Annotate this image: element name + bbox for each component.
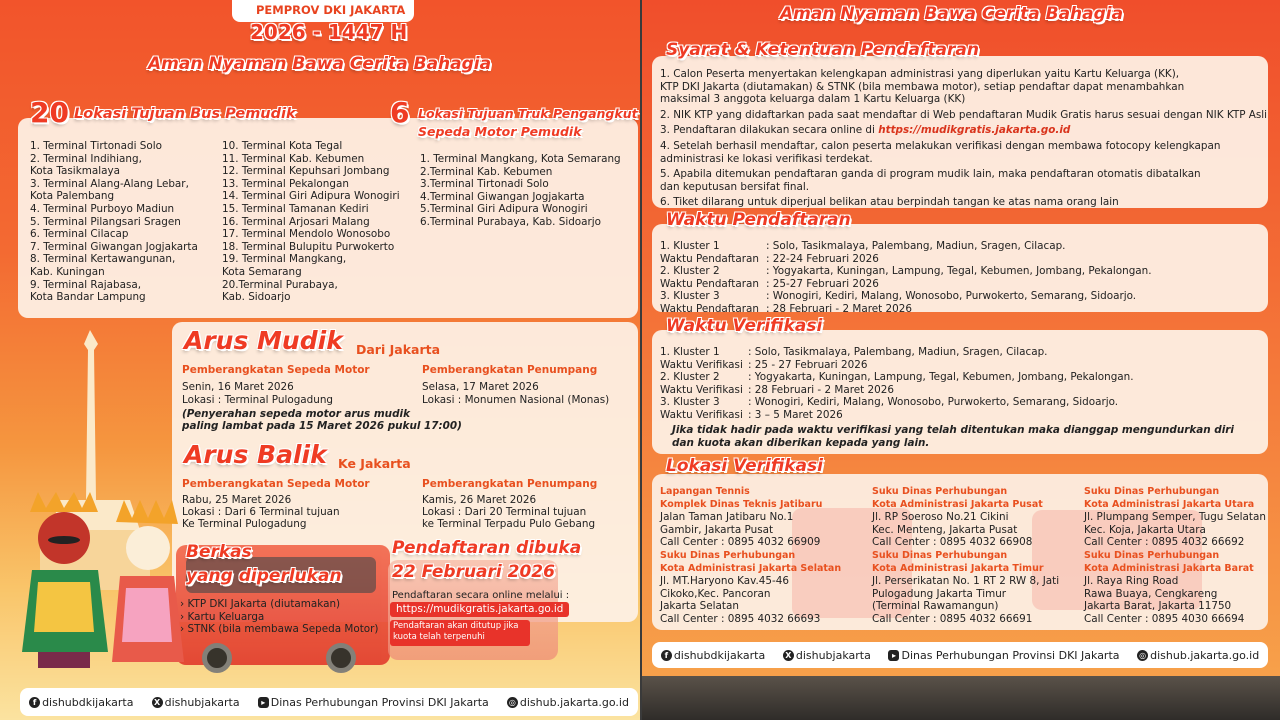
lokasi-title: Lokasi Verifikasi (666, 456, 823, 476)
bus-item: 19. Terminal Mangkang, (222, 253, 347, 266)
waktu-daftar-row: Waktu Pendaftaran : 28 Februari - 2 Maret 2026 (660, 302, 912, 315)
left-footer (20, 688, 638, 716)
balik-pass-loc-2: ke Terminal Terpadu Pulo Gebang (422, 518, 596, 530)
bus-item: Kab. Kuningan (30, 265, 105, 278)
bus-item: 9. Terminal Rajabasa, (30, 278, 142, 291)
bus-item: 18. Terminal Bulupitu Purwokerto (222, 240, 395, 253)
daftar-note-1: Pendaftaran akan ditutup jika (393, 621, 519, 631)
footer-social-yt[interactable]: ▸ Dinas Perhubungan Provinsi DKI Jakarta (258, 696, 489, 709)
bus-item: 13. Terminal Pekalongan (222, 177, 349, 190)
balik-pass-date: Kamis, 26 Maret 2026 (422, 494, 537, 506)
waktu-verif-row: Waktu Verifikasi : 3 – 5 Maret 2026 (660, 408, 843, 421)
berkas-item: › Kartu Keluarga (180, 610, 265, 623)
bus-item: 11. Terminal Kab. Kebumen (222, 152, 365, 165)
ondel-ondel-illustration (8, 492, 188, 672)
globe-icon: ◎ (1137, 650, 1148, 661)
bus-count: 20 (30, 96, 69, 129)
syarat-line: 4. Setelah berhasil mendaftar, calon peserta melakukan verifikasi dengan membawa fotocopy kelengkapan (660, 139, 1221, 152)
youtube-icon: ▸ (888, 650, 899, 661)
waktu-verif-row: 1. Kluster 1 : Solo, Tasikmalaya, Palembang, Madiun, Sragen, Cilacap. (660, 346, 1048, 358)
bus-item: Kab. Sidoarjo (222, 291, 291, 304)
truck-item: 5.Terminal Giri Adipura Wonogiri (420, 203, 588, 216)
right-bottom-strip (642, 676, 1280, 720)
syarat-line: 2. NIK KTP yang didaftarkan pada saat mendaftar di Web pendaftaran Mudik Gratis harus sesuai dengan NIK KTP Asli (660, 108, 1268, 121)
right-footer (652, 642, 1268, 668)
bus-item: 1. Terminal Tirtonadi Solo (30, 140, 162, 152)
mudik-suffix: Dari Jakarta (356, 342, 441, 357)
header-year: 2026 - 1447 H (250, 20, 408, 44)
bus-item: 12. Terminal Kepuhsari Jombang (222, 165, 390, 178)
balik-pass-head: Pemberangkatan Penumpang (422, 478, 598, 490)
truck-item: 6.Terminal Purabaya, Kab. Sidoarjo (420, 215, 602, 228)
truck-item: 1. Terminal Mangkang, Kota Semarang (420, 153, 621, 165)
waktu-verif-row: Waktu Verifikasi : 25 - 27 Februari 2026 (660, 358, 868, 371)
daftar-title-2: 22 Februari 2026 (392, 562, 555, 582)
truck-item: 4.Terminal Giwangan Jogjakarta (420, 190, 585, 203)
waktu-daftar-row: Waktu Pendaftaran : 22-24 Februari 2026 (660, 252, 879, 265)
mudik-motor-note-2: paling lambat pada 15 Maret 2026 pukul 17:00) (182, 420, 462, 432)
bus-item: Kota Semarang (222, 265, 302, 278)
berkas-title-1: Berkas (186, 542, 252, 562)
x-icon: X (783, 650, 794, 661)
bus-item: 7. Terminal Giwangan Jogjakarta (30, 240, 198, 253)
syarat-list (660, 68, 1267, 209)
bus-item: 5. Terminal Pilangsari Sragen (30, 215, 181, 228)
berkas-item: › STNK (bila membawa Sepeda Motor) (180, 623, 379, 636)
bus-item: 3. Terminal Alang-Alang Lebar, (30, 177, 189, 190)
bus-item: 16. Terminal Arjosari Malang (222, 215, 370, 228)
truck-list (420, 153, 621, 229)
balik-motor-loc: Lokasi : Dari 6 Terminal tujuan (182, 506, 340, 518)
bus-item: 20.Terminal Purabaya, (222, 278, 338, 291)
waktu-verif-note-1: Jika tidak hadir pada waktu verifikasi yang telah ditentukan maka dianggap mengundurkan diri (672, 424, 1234, 436)
waktu-verif-list (660, 346, 1260, 422)
truck-title-2: Sepeda Motor Pemudik (418, 124, 582, 139)
bus-title: Lokasi Tujuan Bus Pemudik (74, 106, 296, 122)
balik-motor-head: Pemberangkatan Sepeda Motor (182, 478, 370, 490)
bus-item: Kota Tasikmalaya (30, 165, 120, 178)
syarat-line: KTP DKI Jakarta (diutamakan) & STNK (bila membawa motor), setiap pendaftar dapat menambahkan (660, 80, 1185, 93)
lokasi-item: Suku Dinas Perhubungan Kota Administrasi Jakarta Utara Jl. Plumpang Semper, Tugu Selatan Kec. Koja, Jakarta Utara Call Center : 0895 4032 66692 (1084, 486, 1266, 549)
lokasi-item: Suku Dinas Perhubungan Kota Administrasi Jakarta Timur Jl. Perserikatan No. 1 RT 2 RW 8, Jati Pulogadung Jakarta Timur (Terminal Rawamangun) Call Center : 0895 4032 66691 (872, 550, 1060, 625)
lokasi-item: Suku Dinas Perhubungan Kota Administrasi Jakarta Pusat Jl. RP Soeroso No.21 Cikini Kec. Menteng, Jakarta Pusat Call Center : 0895 4032 66908 (872, 486, 1043, 549)
mudik-pass-head: Pemberangkatan Penumpang (422, 364, 598, 376)
syarat-line: 1. Calon Peserta menyertakan kelengkapan administrasi yang diperlukan yaitu Kartu Keluarga (KK), (660, 68, 1180, 80)
mudik-motor-date: Senin, 16 Maret 2026 (182, 381, 294, 393)
right-poster (642, 0, 1280, 680)
truck-title-1: Lokasi Tujuan Truk Pengangkut (418, 106, 638, 121)
truck-count: 6 (390, 96, 410, 129)
waktu-daftar-row: 1. Kluster 1 : Solo, Tasikmalaya, Palembang, Madiun, Sragen, Cilacap. (660, 240, 1066, 252)
mudik-motor-loc: Lokasi : Terminal Pulogadung (182, 394, 334, 406)
bus-item: 2. Terminal Indihiang, (30, 152, 142, 165)
lokasi-item: Suku Dinas Perhubungan Kota Administrasi Jakarta Barat Jl. Raya Ring Road Rawa Buaya, Cengkareng Jakarta Barat, Jakarta 11750 Call Center : 0895 4030 66694 (1084, 550, 1254, 625)
waktu-daftar-title: Waktu Pendaftaran (666, 210, 851, 230)
syarat-url-link[interactable]: https://mudikgratis.jakarta.go.id (878, 124, 1071, 137)
balik-motor-loc-2: Ke Terminal Pulogadung (182, 518, 307, 530)
footer-social-ig[interactable]: f dishubdkijakarta (661, 649, 765, 662)
daftar-url-link[interactable]: https://mudikgratis.jakarta.go.id (390, 602, 569, 617)
bus-list-col1 (30, 140, 198, 304)
truck-item: 3.Terminal Tirtonadi Solo (420, 178, 549, 191)
berkas-item: › KTP DKI Jakarta (diutamakan) (180, 598, 341, 610)
bus-item: 15. Terminal Tamanan Kediri (222, 202, 369, 215)
balik-pass-loc: Lokasi : Dari 20 Terminal tujuan (422, 506, 587, 518)
mudik-motor-note-1: (Penyerahan sepeda motor arus mudik (182, 408, 410, 420)
bus-item: 6. Terminal Cilacap (30, 228, 129, 241)
mudik-motor-head: Pemberangkatan Sepeda Motor (182, 364, 370, 376)
x-icon: X (152, 697, 163, 708)
bus-item: Kota Palembang (30, 190, 115, 203)
waktu-daftar-row: Waktu Pendaftaran : 25-27 Februari 2026 (660, 277, 879, 290)
waktu-daftar-list (660, 240, 1260, 316)
daftar-note-2: kuota telah terpenuhi (393, 632, 485, 642)
bus-item: 14. Terminal Giri Adipura Wonogiri (222, 190, 400, 203)
footer-web[interactable]: ◎ dishub.jakarta.go.id (1139, 648, 1260, 662)
facebook-instagram-icon: f (661, 650, 672, 661)
syarat-line: dan keputusan bersifat final. (660, 180, 810, 193)
balik-title: Arus Balik (184, 440, 327, 469)
waktu-verif-row: 2. Kluster 2 : Yogyakarta, Kuningan, Lampung, Tegal, Kebumen, Jombang, Pekalongan. (660, 371, 1134, 384)
facebook-instagram-icon: f (29, 697, 40, 708)
footer-social-x[interactable]: X dishubjakarta (783, 649, 871, 662)
syarat-line: 6. Tiket dilarang untuk diperjual belikan atau berpindah tangan ke atas nama orang lain (660, 196, 1119, 209)
syarat-line: administrasi ke lokasi verifikasi terdekat. (660, 152, 873, 165)
mudik-pass-date: Selasa, 17 Maret 2026 (422, 381, 539, 393)
footer-web[interactable]: ◎ dishub.jakarta.go.id (508, 695, 629, 709)
syarat-line: 5. Apabila ditemukan pendaftaran ganda di program mudik lain, maka pendaftaran otomatis dibatalkan (660, 168, 1201, 181)
bus-item: Kota Bandar Lampung (30, 291, 146, 304)
bus-list-col2 (222, 140, 400, 304)
mudik-title: Arus Mudik (184, 326, 343, 355)
waktu-verif-note-2: dan kuota akan diberikan kepada yang lain. (672, 437, 930, 449)
waktu-verif-row: Waktu Verifikasi : 28 Februari - 2 Maret 2026 (660, 383, 894, 396)
bus-item: 8. Terminal Kertawangunan, (30, 253, 176, 266)
lokasi-item: Lapangan Tennis Komplek Dinas Teknis Jatibaru Jalan Taman Jatibaru No.1 Gambir, Jakarta Pusat Call Center : 0895 4032 66909 (660, 486, 823, 549)
footer-social-ig[interactable]: f dishubdkijakarta (29, 696, 133, 709)
daftar-title-1: Pendaftaran dibuka (392, 538, 582, 558)
balik-motor-date: Rabu, 25 Maret 2026 (182, 494, 292, 506)
waktu-daftar-row: 2. Kluster 2 : Yogyakarta, Kuningan, Lampung, Tegal, Kebumen, Jombang, Pekalongan. (660, 265, 1152, 278)
bus-item: 4. Terminal Purboyo Madiun (30, 202, 175, 215)
berkas-list (180, 598, 378, 636)
waktu-daftar-row: 3. Kluster 3 : Wonogiri, Kediri, Malang, Wonosobo, Purwokerto, Semarang, Sidoarjo. (660, 290, 1137, 303)
header-slogan: Aman Nyaman Bawa Cerita Bahagia (148, 54, 492, 74)
globe-icon: ◎ (507, 697, 518, 708)
truck-item: 2.Terminal Kab. Kebumen (420, 165, 553, 178)
footer-social-x[interactable]: X dishubjakarta (152, 696, 240, 709)
syarat-title: Syarat & Ketentuan Pendaftaran (666, 40, 979, 60)
syarat-line: maksimal 3 anggota keluarga dalam 1 Kartu Keluarga (KK) (660, 93, 966, 106)
bus-item: 10. Terminal Kota Tegal (222, 140, 343, 152)
footer-social-yt[interactable]: ▸ Dinas Perhubungan Provinsi DKI Jakarta (888, 649, 1119, 662)
youtube-icon: ▸ (258, 697, 269, 708)
header-org: PEMPROV DKI JAKARTA (256, 3, 406, 17)
waktu-verif-title: Waktu Verifikasi (666, 316, 823, 336)
mudik-pass-loc: Lokasi : Monumen Nasional (Monas) (422, 394, 610, 406)
bus-item: 17. Terminal Mendolo Wonosobo (222, 228, 391, 241)
daftar-via: Pendaftaran secara online melalui : (392, 590, 570, 601)
right-slogan: Aman Nyaman Bawa Cerita Bahagia (780, 4, 1124, 24)
berkas-title-2: yang diperlukan (186, 566, 342, 586)
waktu-verif-row: 3. Kluster 3 : Wonogiri, Kediri, Malang, Wonosobo, Purwokerto, Semarang, Sidoarjo. (660, 396, 1119, 409)
lokasi-item: Suku Dinas Perhubungan Kota Administrasi Jakarta Selatan Jl. MT.Haryono Kav.45-46 Cikoko,Kec. Pancoran Jakarta Selatan Call Center : 0895 4032 66693 (660, 550, 842, 625)
syarat-line: 3. Pendaftaran dilakukan secara online di https://mudikgratis.jakarta.go.id (660, 124, 1071, 137)
balik-suffix: Ke Jakarta (338, 456, 411, 471)
